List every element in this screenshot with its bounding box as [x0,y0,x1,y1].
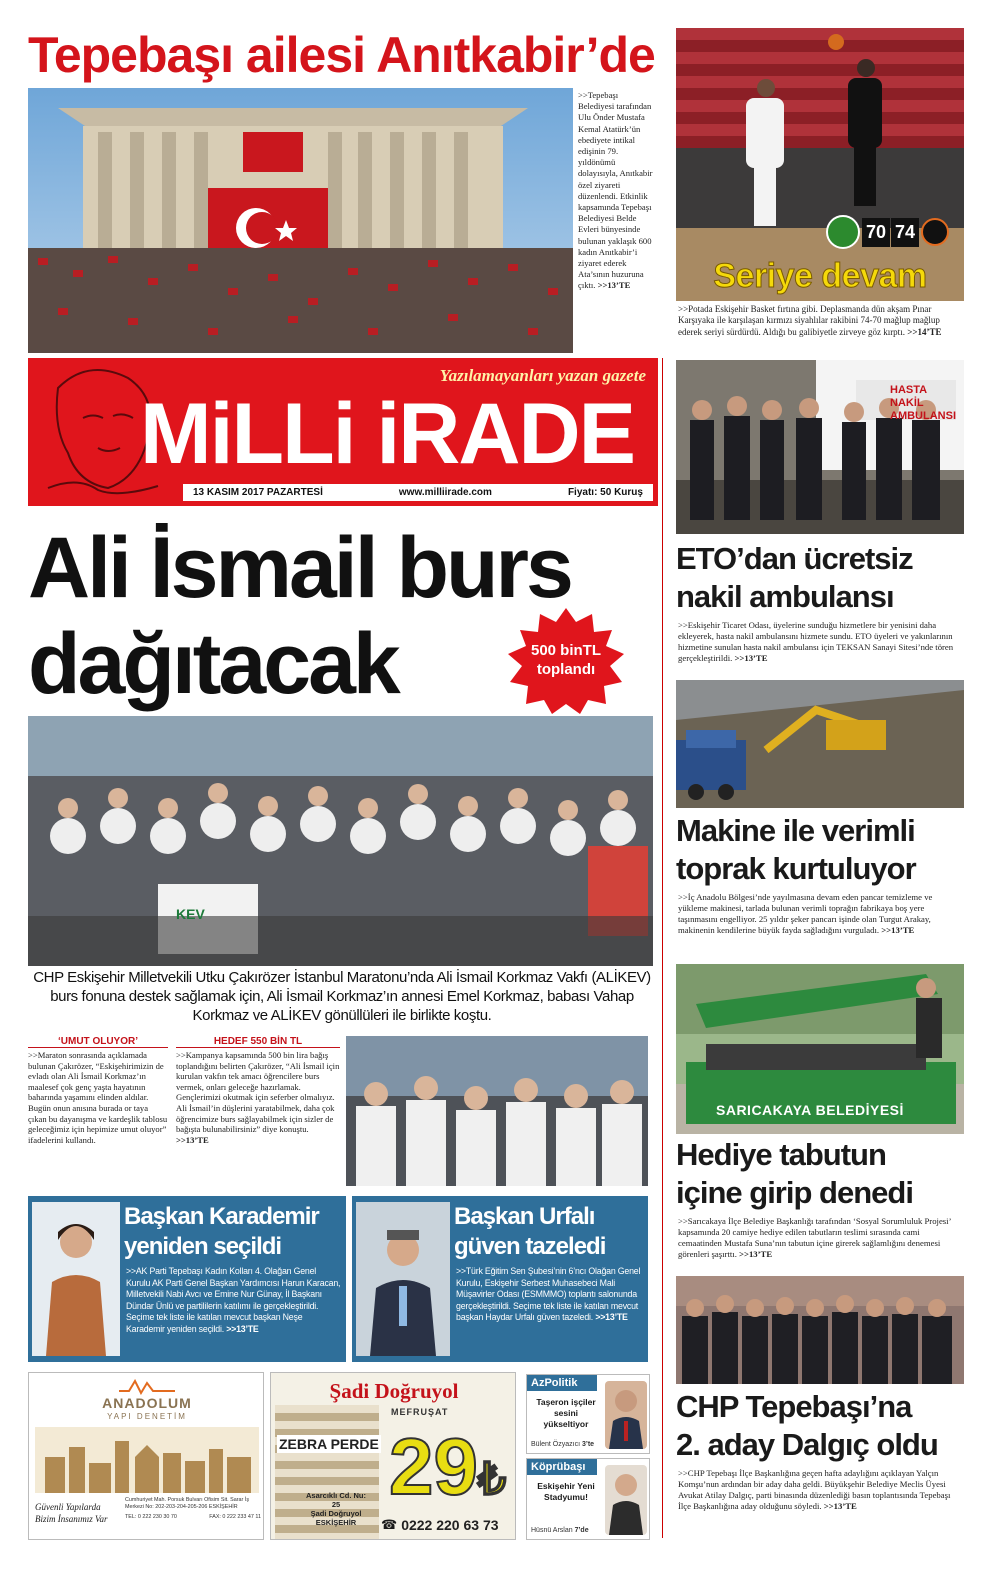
karademir-photo [32,1202,120,1356]
tabut-banner: SARICAKAYA BELEDİYESİ [716,1102,904,1118]
anadolum-city-art [35,1427,259,1493]
anadolum-slogan-2: Bizim İnsanımız Var [35,1514,108,1524]
eto-story [678,620,964,664]
column-koprubasi-author: Hüsnü Arslan [531,1527,573,1534]
masthead-website[interactable]: www.milliirade.com [398,487,492,498]
sub1-body: >>Maraton sonrasında açıklamada bulunan Çakırözer, “Eskişehirimizin de evladı olan Ali İsmail Korkmaz’ın maalesef çok genç yaşta hayatının baharında yaşamını elinden aldılar. Bugün onun anısına burada or taya çıkan bu dayanışma ve kardeşlik tablosu geleceğimiz için hepimize umut oluyor” ifadelerini kullandı. [28,1050,168,1145]
anadolum-logo-icon [119,1379,175,1395]
anitkabir-photo-art [28,88,573,353]
masthead-price: Fiyatı: 50 Kuruş [567,487,643,498]
urfali-title-2: güven tazeledi [454,1233,606,1260]
sadi-address [301,1491,371,1527]
urfali-ref[interactable]: >>13’TE [595,1312,628,1322]
anadolum-fax: FAX: 0 222 233 47 11 [209,1514,261,1520]
sub2-title: HEDEF 550 BİN TL [176,1036,340,1048]
anadolum-slogan-1: Güvenli Yapılarda [35,1502,101,1512]
marathon-banner-text: KEV [176,906,205,922]
eto-ambulance-text: HASTA NAKİL AMBULANSI [890,384,956,422]
chp-body: >>CHP Tepebaşı İlçe Başkanlığına geçen hafta adaylığını açıklayan Yalçın Komşu’nun ardından bir aday daha geldi. Büyükşehir Belediye Meclis Üyesi Avukat Atilay Dalgıç, parti binasında düzenlediği basın toplantısında Tepebaşı İlçe Başkanlığına aday olduğunu söyledi. [678,1468,951,1511]
sub2-body: >>Kampanya kapsamında 500 bin lira bağış toplandığını belirten Çakırözer, “Ali İsmail için kurulan vakfın tek amacı öğrencilere burs vermek, onları geleceğe hazırlamak. Gençlerimizi okutmak için seferber olmalıyız. Ali İsmail’in düşlerini yaratabilmek, daha çok öğrencimize burs sağlayabilmek için sizler de bağışta bulunabilirsiniz” diye konuştu. [176,1050,340,1135]
makine-title-2: toprak kurtuluyor [676,851,916,886]
marathon-photo-2-art [346,1036,648,1186]
sadi-currency: ₺ [477,1455,506,1504]
marathon-photo-art [28,716,653,966]
score-badge [826,214,952,250]
column-koprubasi-byline [531,1527,589,1534]
team-logo-icon [826,215,860,249]
urfali-body-wrap [456,1266,644,1324]
makine-title-1: Makine ile verimli [676,813,915,848]
anadolum-tel: TEL: 0 222 230 30 70 [125,1514,177,1520]
sadi-addr-1: Asarcıklı Cd. Nu: 25 [305,1491,366,1509]
sub2 [176,1036,340,1145]
eto-title-1: ETO’dan ücretsiz [676,541,913,576]
makine-photo-art [676,680,964,808]
starburst-badge [504,606,628,716]
anitkabir-headline[interactable] [28,24,658,86]
sadi-addr-3: ESKİŞEHİR [315,1518,357,1527]
column-azpolitik-author: Bülent Özyazıcı [531,1441,581,1448]
column-koprubasi-title: Eskişehir Yeni Stadyumu! [537,1481,595,1502]
column-azpolitik[interactable] [526,1374,650,1454]
chp-photo[interactable] [676,1276,964,1384]
tabut-ref[interactable]: >>13’TE [739,1249,773,1259]
sadi-addr-2: Şadi Doğruyol [310,1509,362,1518]
makine-body: >>İç Anadolu Bölgesi’nde yayılmasına devam eden pancar temizleme ve yükleme makinesi, tarlada bulunan verimli toprağın fabrikaya boş yere taşınmasını engelliyor. 25 yıldır şeker pancarı işinde olan Turgut Arakay, makinenin kendilerine büyük fayda sağladığını vurguladı. [678,892,933,935]
tabut-headline[interactable] [676,1136,966,1212]
sadi-phone[interactable]: 0222 220 63 73 [401,1517,499,1533]
sub1-title: ‘UMUT OLUYOR’ [28,1036,168,1048]
masthead-slogan: Yazılamayanları yazan gazete [439,366,646,385]
sadi-product: ZEBRA PERDE [279,1436,379,1452]
basketball-photo[interactable] [676,28,964,301]
main-headline-line1[interactable]: Ali İsmail burs [28,520,571,616]
anitkabir-headline-text: Tepebaşı ailesi Anıtkabir’de [28,27,655,83]
basketball-caption-ref[interactable]: >>14’TE [907,326,942,337]
sub1 [28,1036,168,1145]
masthead-dateline [183,484,653,501]
chp-title-1: CHP Tepebaşı’na [676,1389,912,1424]
masthead-title: MiLLi iRADE [140,386,634,482]
sadi-price-value: 29 [389,1422,478,1511]
column-koprubasi-page[interactable]: 7’de [574,1527,589,1534]
karademir-body: >>AK Parti Tepebaşı Kadın Kolları 4. Olağan Genel Kurulu AK Parti Genel Başkan Yardımcısı Harun Karacan, Milletvekili Nabi Avcı ve Emine Nur Günay, İl Başkanı Dündar Ünlü ve partililerin katılımı ile gerçekleştirildi. Seçime tek liste ile katılan mevcut başkan Neşe Karademir yeniden seçildi. [126,1266,341,1334]
anitkabir-story-text: >>Tepebaşı Belediyesi tarafından Ulu Önder Mustafa Kemal Atatürk’ün ebediyete intikal edişinin 79. yıldönümü dolayısıyla, Anıtkabir özel ziyareti düzenlendi. Etkinlik kapsamında Tepebaşı Belediyesi Belde Evleri bünyesinde bulunan yaklaşık 600 kadın Anıtkabir’i ziyaret ederek Ata’sının huzuruna çıktı. [578,90,653,291]
urfali-box[interactable] [352,1196,648,1362]
sadi-name: Şadi Doğruyol [329,1379,459,1403]
column-divider [662,358,663,1538]
anitkabir-photo[interactable] [28,88,573,353]
anadolum-addr: Cumhuriyet Mah. Porsuk Bulvarı Ofisim Sit. Sarar İş Merkezi No: 202-203-204-205-206 ESKİŞEHİR [125,1497,250,1510]
seriye-devam-overlay: Seriye devam [713,257,927,295]
chp-ref[interactable]: >>13’TE [823,1501,857,1511]
team-logo-icon-2 [921,218,949,246]
chp-headline[interactable] [676,1388,968,1464]
anadolum-contact [125,1497,261,1521]
marathon-photo-2[interactable] [346,1036,648,1186]
sadi-price [389,1422,506,1522]
chp-title-2: 2. aday Dalgıç oldu [676,1427,938,1462]
tabut-title-1: Hediye tabutun [676,1137,886,1172]
masthead[interactable] [28,358,658,506]
anadolum-sub: YAPI DENETİM [107,1412,187,1421]
sub2-ref[interactable]: >>13’TE [176,1134,209,1145]
basketball-caption-text: >>Potada Eskişehir Basket fırtına gibi. Deplasmanda dün akşam Pınar Karşıyaka ile karşılaşan kırmızı siyahlılar rakibini 74-70 mağlup mağlup ederek seriyi sürdürdü. Aldığı bu galibiyetle zirveye göz kırptı. [678,304,940,337]
score-away: 74 [891,218,919,247]
eto-ref[interactable]: >>13’TE [734,653,768,663]
tabut-title-2: içine girip denedi [676,1175,913,1210]
starburst-line1: 500 binTL [530,642,601,659]
chp-photo-art [676,1276,964,1384]
anitkabir-story-ref[interactable]: >>13’TE [597,280,631,291]
karademir-title-1: Başkan Karademir [124,1203,319,1230]
karademir-ref[interactable]: >>13’TE [226,1323,259,1334]
sadi-ad[interactable] [270,1372,516,1540]
masthead-date: 13 KASIM 2017 PAZARTESİ [193,487,323,498]
tabut-photo[interactable] [676,964,964,1134]
urfali-photo-art [356,1202,450,1356]
main-caption: CHP Eskişehir Milletvekili Utku Çakırözer İstanbul Maratonu’nda Ali İsmail Korkmaz Vakfı (ALİKEV) burs fonuna destek sağlamak için, Ali İsmail Korkmaz’ın annesi Emel Korkmaz, babası Vahap Korkmaz ve ALİKEV gönüllüleri ile birlikte koştu. [33,969,651,1024]
makine-story [678,892,964,936]
tabut-story [678,1216,964,1260]
column-koprubasi[interactable] [526,1458,650,1540]
main-headline-line2[interactable]: dağıtacak [28,616,398,712]
urfali-photo [356,1202,450,1356]
anitkabir-story [578,90,654,352]
column-koprubasi-rubric: Köprübaşı [527,1459,597,1475]
anadolum-name: ANADOLUM [102,1395,192,1411]
column-azpolitik-title: Taşeron işçiler sesini yükseltiyor [536,1397,596,1429]
sadi-phone-row [381,1517,499,1533]
eto-title-2: nakil ambulansı [676,579,894,614]
makine-headline[interactable] [676,812,966,888]
eto-photo[interactable] [676,360,964,534]
sub2-body-wrap [176,1050,340,1145]
karademir-photo-art [32,1202,120,1356]
anadolum-ad[interactable] [28,1372,264,1540]
anadolum-tel-row [125,1514,261,1521]
karademir-box[interactable] [28,1196,346,1362]
chp-story [678,1468,964,1512]
column-azpolitik-byline [531,1441,594,1448]
columnist-avatar-1 [605,1381,647,1449]
starburst-line2: toplandı [536,661,596,678]
columnist-avatar-2 [605,1465,647,1535]
eto-headline[interactable] [676,540,966,616]
basketball-caption [678,304,962,356]
urfali-body: >>Türk Eğitim Sen Şubesi’nin 6’ncı Olağan Genel Kurulu, Eskişehir Serbest Muhasebeci Mali Müşavirler Odası (ESMMMO) toplantı salonunda gerçekleştirildi. Seçime tek liste ile katılan mevcut başkan Haydar Urfalı güven tazeledi. [456,1266,641,1322]
makine-ref[interactable]: >>13’TE [881,925,915,935]
tabut-body: >>Sarıcakaya İlçe Belediye Başkanlığı tarafından ‘Sosyal Sorumluluk Projesi’ kapsamında 20 camiye hediye edilen tabutların teslimi sırasında cami cemaatinden Mustafa Suna’nın tabutun içine girerek sağlamlığını denemesi görenleri şaşırttı. [678,1216,951,1259]
anadolum-slogan [35,1501,121,1525]
column-azpolitik-page[interactable]: 3’te [581,1441,595,1448]
phone-icon: ☎ [381,1517,398,1532]
score-home: 70 [862,218,890,247]
marathon-photo[interactable] [28,716,653,966]
sadi-sub: MEFRUŞAT [391,1407,449,1417]
eto-body: >>Eskişehir Ticaret Odası, üyelerine sunduğu hizmetlere bir yenisini daha ekleyerek, hasta nakil ambulansını hizmete sundu. ETO üyeleri ve yakınlarının hizmetine sunulan hasta nakil ambulansı için TEKSAN Sanayi Sitesi’nde tören gerçekleştirildi. [678,620,954,663]
column-azpolitik-rubric: AzPolitik [527,1375,597,1391]
karademir-title-2: yeniden seçildi [124,1233,282,1260]
makine-photo[interactable] [676,680,964,808]
urfali-title-1: Başkan Urfalı [454,1203,595,1230]
karademir-body-wrap [126,1266,342,1335]
